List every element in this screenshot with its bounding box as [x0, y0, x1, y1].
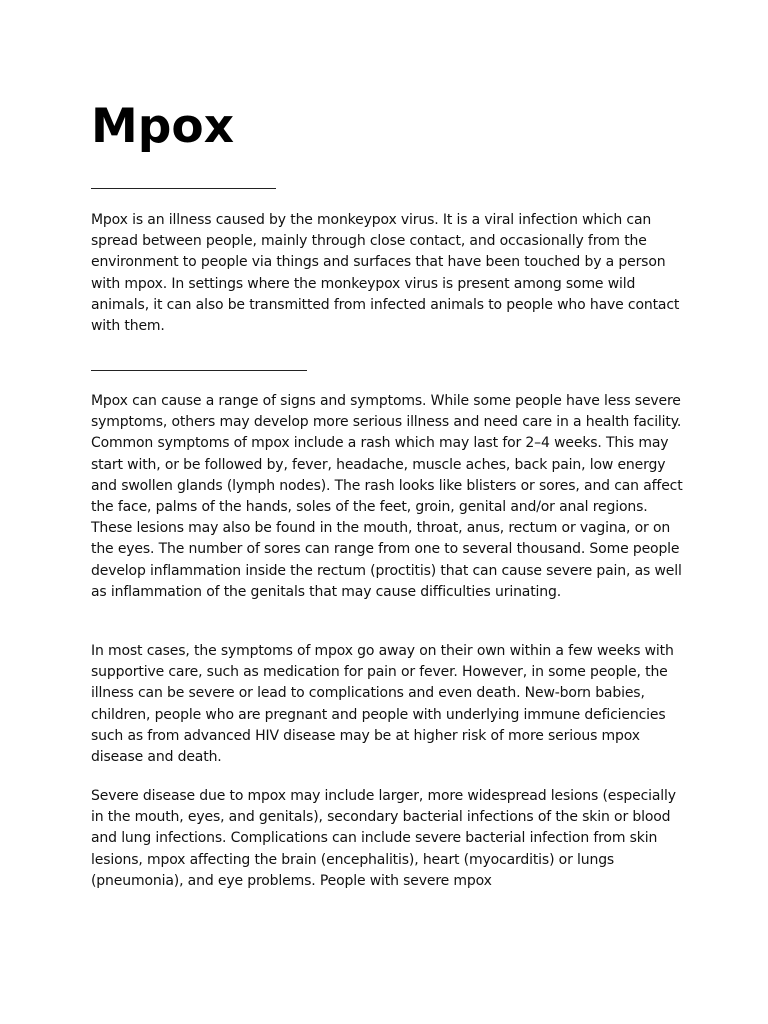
symptoms-paragraph: Mpox can cause a range of signs and symptoms. While some people have less severe symptoms, others may develop more serious illness and need care in a health facility. Common symptoms of mpox include a rash which may last for 2–4 weeks. This may start with, or be followed by, fever, headache, muscle aches, back pain, low energy and swollen glands (lymph nodes). The rash looks like blisters or sores, and can affect the face, palms of the hands, soles of the feet, groin, genital and/or anal regions. These lesions may also be found in the mouth, throat, anus, rectum or vagina, or on the eyes. The number of sores can range from one to several thousand. Some people develop inflammation inside the rectum (proctitis) that can cause severe pain, as well as inflammation of the genitals that may cause difficulties urinating.: [91, 393, 683, 600]
severe-disease-paragraph: Severe disease due to mpox may include larger, more widespread lesions (especially in the mouth, eyes, and genitals), secondary bacterial infections of the skin or blood and lung infections. Complications can include severe bacterial infection from skin lesions, mpox affecting the brain (encephalitis), heart (myocarditis) or lungs (pneumonia), and eye problems. People with severe mpox: [91, 788, 676, 889]
section-divider: [91, 188, 276, 189]
intro-paragraph: Mpox is an illness caused by the monkeypox virus. It is a viral infection which can spread between people, mainly through close contact, and occasionally from the environment to people via things and surfaces that have been touched by a person with mpox. In settings where the monkeypox virus is present among some wild animals, it can also be transmitted from infected animals to people who have contact with them.: [91, 212, 680, 335]
page-title: Mpox: [91, 99, 235, 154]
section-divider: [91, 370, 307, 371]
course-paragraph: In most cases, the symptoms of mpox go away on their own within a few weeks with supportive care, such as medication for pain or fever. However, in some people, the illness can be severe or lead to complications and even death. New-born babies, children, people who are pregnant and people with underlying immune deficiencies such as from advanced HIV disease may be at higher risk of more serious mpox disease and death.: [91, 643, 674, 766]
